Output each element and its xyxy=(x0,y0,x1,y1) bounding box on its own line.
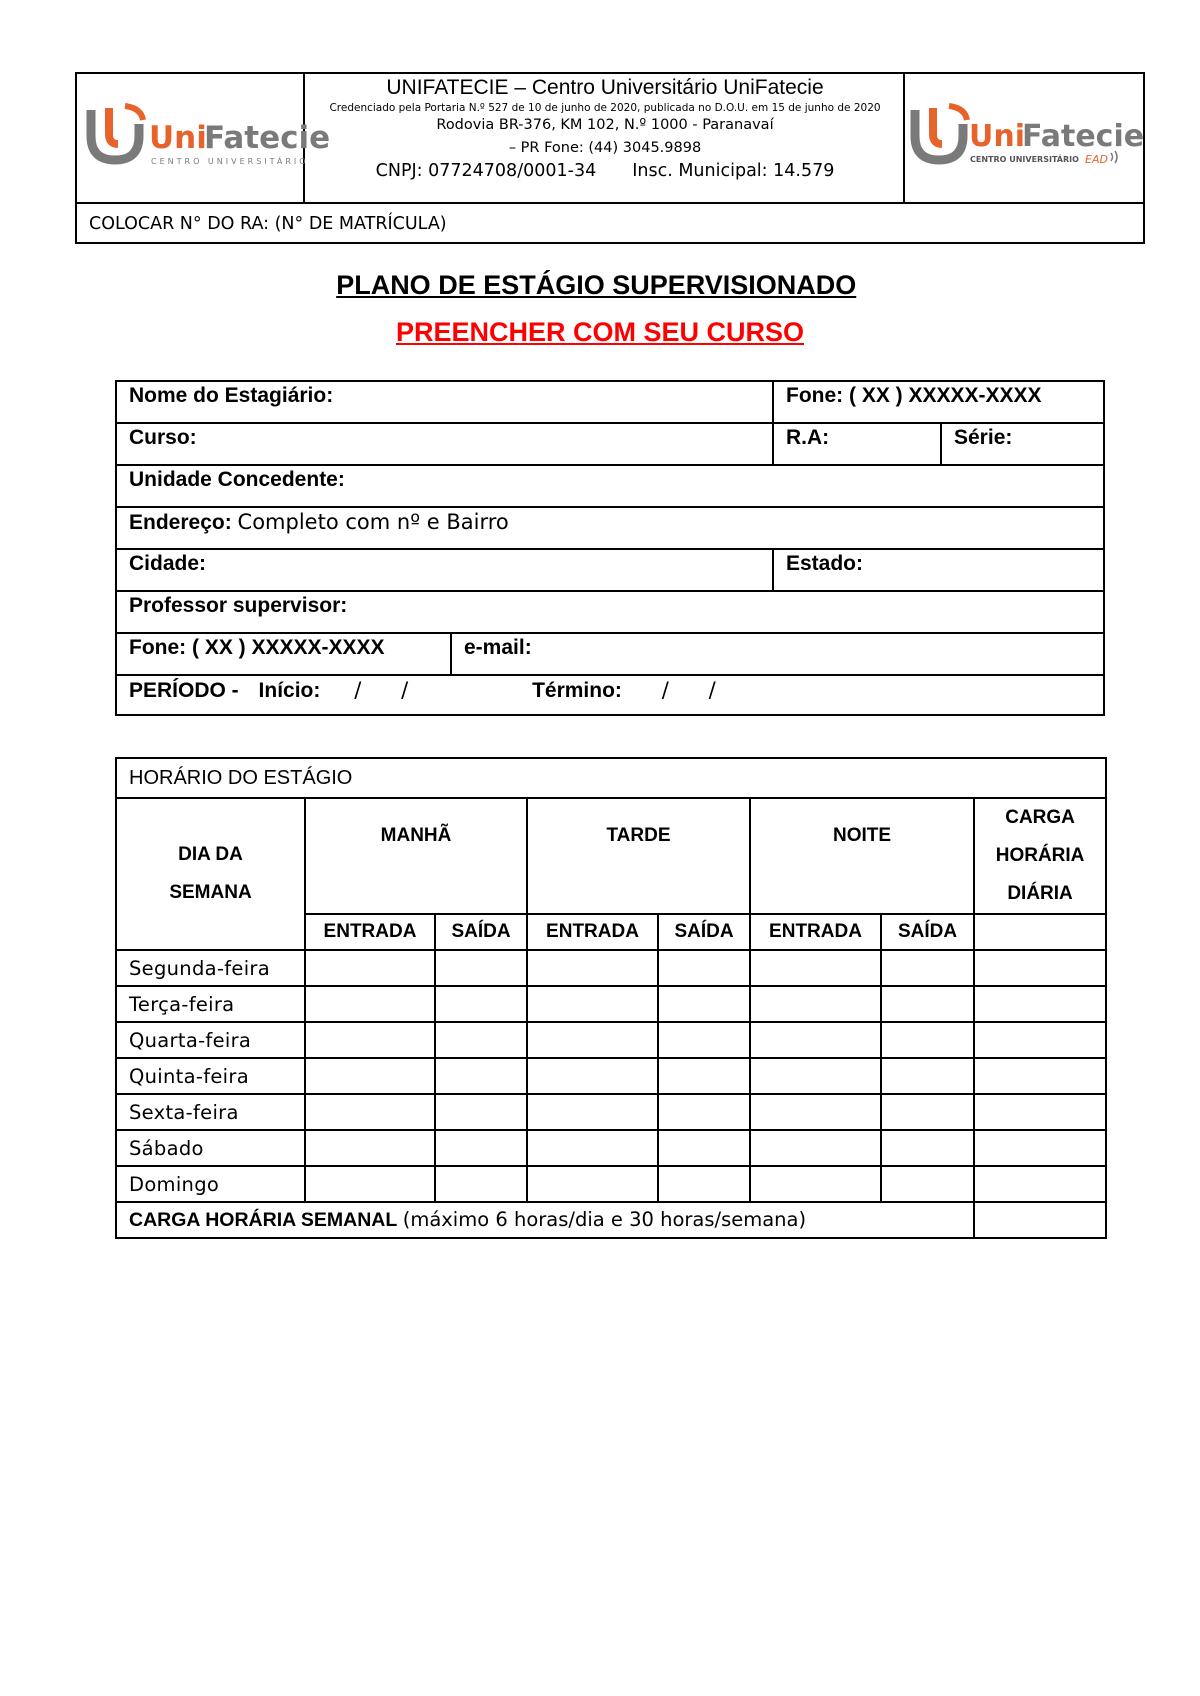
daily-hours-cell[interactable] xyxy=(974,1166,1106,1202)
morning-exit-cell[interactable] xyxy=(435,1094,527,1130)
morning-exit-cell[interactable] xyxy=(435,1130,527,1166)
logo-left-uni: Uni xyxy=(149,120,207,156)
night-entry-cell[interactable] xyxy=(750,1166,881,1202)
granting-unit-field[interactable]: Unidade Concedente: xyxy=(129,468,345,491)
start-label: Início: xyxy=(258,679,321,702)
end-label: Término: xyxy=(532,679,622,702)
morning-exit-cell[interactable] xyxy=(435,1022,527,1058)
logo-right-sub: CENTRO UNIVERSITÁRIO xyxy=(970,155,1079,164)
col-day-of-week: DIA DA SEMANA xyxy=(116,798,305,950)
morning-entry-header: ENTRADA xyxy=(305,914,435,950)
address-hint: Completo com nº e Bairro xyxy=(237,510,509,534)
col-daily-hours: CARGA HORÁRIA DIÁRIA xyxy=(974,798,1106,914)
morning-entry-cell[interactable] xyxy=(305,1130,435,1166)
night-entry-header: ENTRADA xyxy=(750,914,881,950)
institution-name: UNIFATECIE – Centro Universitário UniFatecie xyxy=(386,76,824,99)
daily-hours-cell[interactable] xyxy=(974,1022,1106,1058)
form-row-unit xyxy=(117,466,1103,508)
intern-info-form xyxy=(115,380,1105,716)
morning-entry-cell[interactable] xyxy=(305,1022,435,1058)
morning-entry-cell[interactable] xyxy=(305,1058,435,1094)
schedule-caption: HORÁRIO DO ESTÁGIO xyxy=(116,758,1106,798)
end-slash-1: / xyxy=(661,678,669,702)
night-exit-cell[interactable] xyxy=(881,1166,974,1202)
logo-left-fatecie: Fatecie xyxy=(204,120,331,156)
afternoon-exit-cell[interactable] xyxy=(658,1166,750,1202)
serie-field[interactable]: Série: xyxy=(940,424,1103,464)
day-label: Quarta-feira xyxy=(116,1022,305,1058)
col-afternoon: TARDE xyxy=(527,798,750,914)
day-label: Segunda-feira xyxy=(116,950,305,986)
address-field[interactable] xyxy=(117,508,1103,548)
header-ra-row xyxy=(77,204,1143,242)
morning-entry-cell[interactable] xyxy=(305,1094,435,1130)
weekly-total-value[interactable] xyxy=(974,1202,1106,1238)
schedule-row xyxy=(116,1130,1106,1166)
afternoon-entry-cell[interactable] xyxy=(527,1058,658,1094)
logo-right-ead: EAD xyxy=(1085,153,1108,166)
weekly-total-label: CARGA HORÁRIA SEMANAL (máximo 6 horas/dia e 30 horas/semana) xyxy=(116,1202,974,1238)
start-slash-1: / xyxy=(354,678,362,702)
night-exit-cell[interactable] xyxy=(881,986,974,1022)
form-row-city xyxy=(117,550,1103,592)
ra-field[interactable]: R.A: xyxy=(772,424,940,464)
ra-instruction: COLOCAR N° DO RA: (N° DE MATRÍCULA) xyxy=(89,214,447,234)
end-slash-2: / xyxy=(708,678,716,702)
afternoon-exit-cell[interactable] xyxy=(658,986,750,1022)
header-top-row xyxy=(77,74,1143,204)
unifatecie-logo-right xyxy=(909,102,1145,172)
afternoon-entry-cell[interactable] xyxy=(527,950,658,986)
supervisor-field[interactable]: Professor supervisor: xyxy=(129,594,348,617)
morning-exit-cell[interactable] xyxy=(435,950,527,986)
intern-phone-field[interactable]: Fone: ( XX ) XXXXX-XXXX xyxy=(772,382,1103,422)
night-exit-cell[interactable] xyxy=(881,1022,974,1058)
address-line-2: – PR Fone: (44) 3045.9898 xyxy=(508,140,702,156)
afternoon-exit-cell[interactable] xyxy=(658,950,750,986)
logo-right-fatecie: Fatecie xyxy=(1022,119,1145,154)
supervisor-phone-field[interactable]: Fone: ( XX ) XXXXX-XXXX xyxy=(129,636,385,659)
night-entry-cell[interactable] xyxy=(750,950,881,986)
schedule-row xyxy=(116,1022,1106,1058)
afternoon-entry-cell[interactable] xyxy=(527,1022,658,1058)
day-label: Sábado xyxy=(116,1130,305,1166)
logo-right-cell xyxy=(903,74,1143,202)
daily-hours-cell[interactable] xyxy=(974,986,1106,1022)
morning-entry-cell[interactable] xyxy=(305,950,435,986)
logo-left-cell xyxy=(77,74,331,202)
col-morning: MANHÃ xyxy=(305,798,527,914)
afternoon-exit-header: SAÍDA xyxy=(658,914,750,950)
col-night: NOITE xyxy=(750,798,974,914)
form-row-supervisor xyxy=(117,592,1103,634)
city-field[interactable]: Cidade: xyxy=(129,552,207,575)
form-row-address xyxy=(117,508,1103,550)
afternoon-entry-header: ENTRADA xyxy=(527,914,658,950)
institution-header xyxy=(75,72,1145,244)
afternoon-entry-cell[interactable] xyxy=(527,1094,658,1130)
day-label: Quinta-feira xyxy=(116,1058,305,1094)
form-row-name xyxy=(117,382,1103,424)
cnpj: CNPJ: 07724708/0001-34 xyxy=(375,161,597,181)
logo-right-uni: Uni xyxy=(969,119,1026,154)
accreditation-text: Credenciado pela Portaria N.º 527 de 10 de junho de 2020, publicada no D.O.U. em 15 de junho de 2020 xyxy=(329,102,881,114)
schedule-row xyxy=(116,1166,1106,1202)
morning-exit-cell[interactable] xyxy=(435,986,527,1022)
afternoon-exit-cell[interactable] xyxy=(658,1058,750,1094)
night-entry-cell[interactable] xyxy=(750,1094,881,1130)
afternoon-entry-cell[interactable] xyxy=(527,986,658,1022)
schedule-row xyxy=(116,1058,1106,1094)
form-row-course xyxy=(117,424,1103,466)
period-label: PERÍODO - xyxy=(129,679,239,702)
internship-schedule-table xyxy=(115,757,1107,1239)
night-exit-cell[interactable] xyxy=(881,1058,974,1094)
address-label: Endereço: xyxy=(129,511,232,534)
morning-exit-cell[interactable] xyxy=(435,1166,527,1202)
morning-entry-cell[interactable] xyxy=(305,986,435,1022)
afternoon-entry-cell[interactable] xyxy=(527,1130,658,1166)
daily-hours-subheader xyxy=(974,914,1106,950)
cnpj-line xyxy=(305,160,905,182)
daily-hours-cell[interactable] xyxy=(974,1058,1106,1094)
form-row-period xyxy=(117,676,1103,718)
weekly-total-note: (máximo 6 horas/dia e 30 horas/semana) xyxy=(402,1208,807,1231)
night-entry-cell[interactable] xyxy=(750,1022,881,1058)
day-label: Domingo xyxy=(116,1166,305,1202)
morning-entry-cell[interactable] xyxy=(305,1166,435,1202)
night-exit-cell[interactable] xyxy=(881,950,974,986)
night-exit-header: SAÍDA xyxy=(881,914,974,950)
schedule-row xyxy=(116,950,1106,986)
night-exit-cell[interactable] xyxy=(881,1130,974,1166)
night-entry-cell[interactable] xyxy=(750,1058,881,1094)
state-field[interactable]: Estado: xyxy=(772,550,1103,590)
intern-name-field[interactable]: Nome do Estagiário: xyxy=(129,384,334,407)
night-entry-cell[interactable] xyxy=(750,1130,881,1166)
schedule-day-rows xyxy=(116,950,1106,1202)
afternoon-exit-cell[interactable] xyxy=(658,1022,750,1058)
header-center xyxy=(305,74,905,202)
daily-hours-cell[interactable] xyxy=(974,1130,1106,1166)
night-entry-cell[interactable] xyxy=(750,986,881,1022)
day-label: Sexta-feira xyxy=(116,1094,305,1130)
email-field[interactable]: e-mail: xyxy=(450,634,1103,674)
afternoon-entry-cell[interactable] xyxy=(527,1166,658,1202)
schedule-row xyxy=(116,986,1106,1022)
document-title: PLANO DE ESTÁGIO SUPERVISIONADO xyxy=(336,270,857,300)
morning-exit-cell[interactable] xyxy=(435,1058,527,1094)
afternoon-exit-cell[interactable] xyxy=(658,1130,750,1166)
municipal-registration: Insc. Municipal: 14.579 xyxy=(632,161,835,181)
morning-exit-header: SAÍDA xyxy=(435,914,527,950)
unifatecie-logo-left xyxy=(85,102,331,172)
course-placeholder-title: PREENCHER COM SEU CURSO xyxy=(395,317,805,347)
start-slash-2: / xyxy=(401,678,409,702)
address-line-1: Rodovia BR-376, KM 102, N.º 1000 - Paranavaí xyxy=(436,117,774,133)
afternoon-exit-cell[interactable] xyxy=(658,1094,750,1130)
daily-hours-cell[interactable] xyxy=(974,950,1106,986)
course-field[interactable]: Curso: xyxy=(129,426,197,449)
night-exit-cell[interactable] xyxy=(881,1094,974,1130)
daily-hours-cell[interactable] xyxy=(974,1094,1106,1130)
form-row-contact xyxy=(117,634,1103,676)
schedule-row xyxy=(116,1094,1106,1130)
period-field[interactable] xyxy=(117,676,1103,718)
logo-left-sub: CENTRO UNIVERSITÁRIO xyxy=(151,157,309,166)
day-label: Terça-feira xyxy=(116,986,305,1022)
